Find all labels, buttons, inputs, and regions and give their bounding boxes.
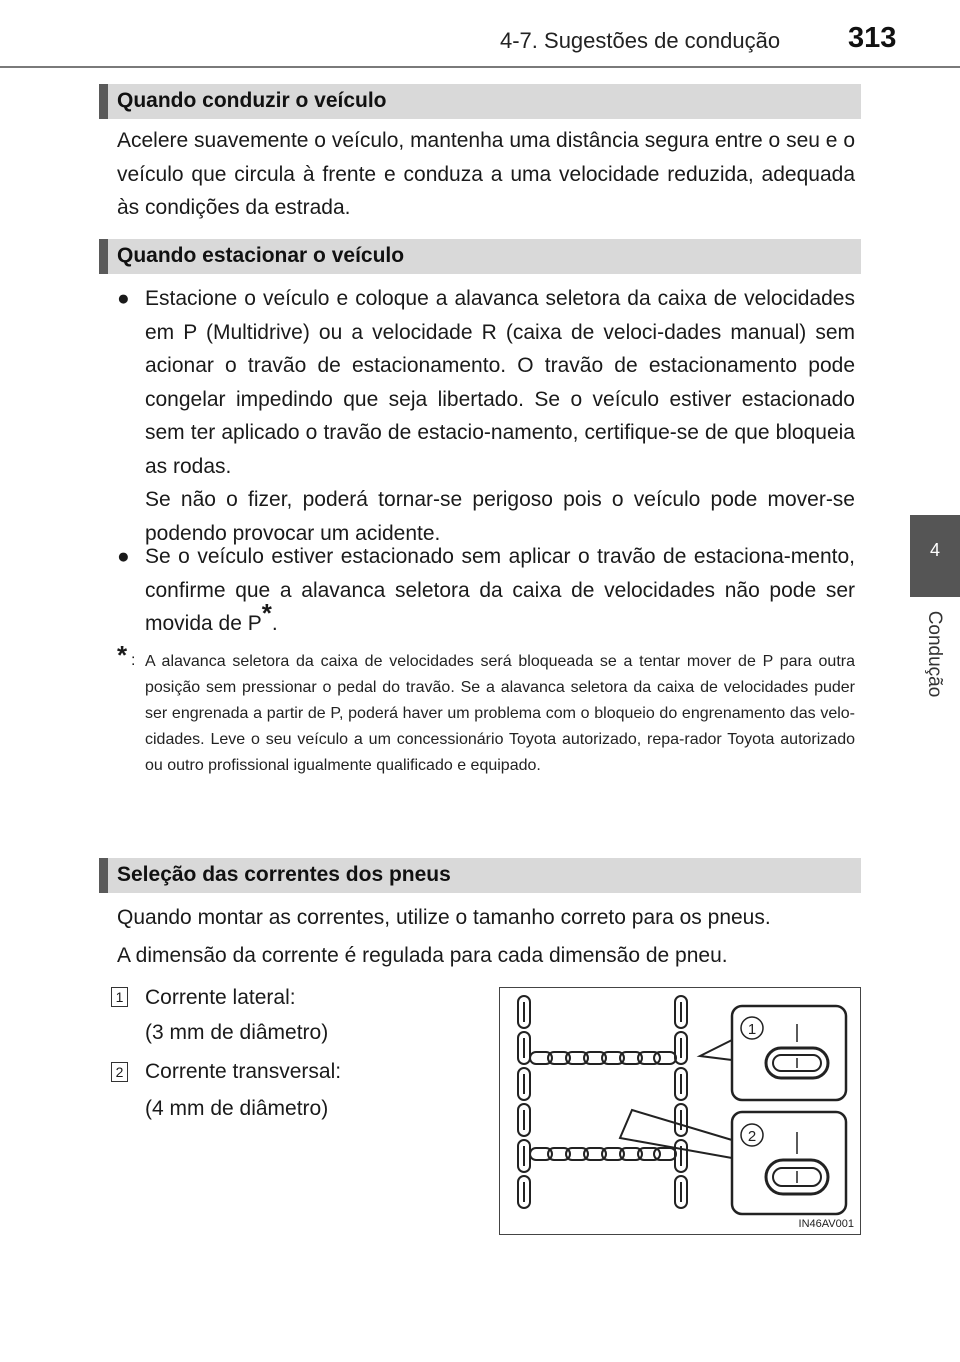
chains-paragraph-1: Quando montar as correntes, utilize o tamanho correto para os pneus. <box>117 906 771 929</box>
chapter-tab-number: 4 <box>929 540 940 560</box>
item-number-1: 1 <box>111 987 128 1007</box>
chapter-tab-label: Condução <box>924 610 945 698</box>
item-number-2: 2 <box>111 1062 128 1082</box>
section-heading-parking <box>99 239 861 274</box>
running-header-section: 4-7. Sugestões de condução <box>500 28 781 53</box>
bullet-text: Estacione o veículo e coloque a alavanca seletora da caixa de velocidades em P (Multidrive) ou a velocidade R (caixa de veloci-dades manual) sem acionar o travão de estacionamento. O travão de estacionamento pode congelar impedindo que seja libertado. Se o veículo estiver estacionado sem ter aplicado o travão de estacio-namento, certifique-se de que bloqueia as rodas. <box>145 287 855 478</box>
tire-chain-figure <box>499 987 861 1235</box>
callout-number-2: 2 <box>747 1128 757 1145</box>
bullet-icon: ● <box>117 545 130 568</box>
tire-chain-illustration <box>500 988 862 1236</box>
section-heading-text: Quando estacionar o veículo <box>117 244 405 267</box>
item-1-detail: (3 mm de diâmetro) <box>145 1021 329 1044</box>
callout-number-1: 1 <box>747 1021 757 1038</box>
item-2-detail: (4 mm de diâmetro) <box>145 1097 329 1120</box>
chains-paragraph-2: A dimensão da corrente é regulada para cada dimensão de pneu. <box>117 944 728 967</box>
header-divider <box>0 66 960 68</box>
bullet-text <box>145 540 855 641</box>
side-chain-right <box>675 996 687 1208</box>
bullet-continuation: Se não o fizer, poderá tornar-se perigoso pois o veículo pode mover-se podendo provocar um acidente. <box>145 488 855 545</box>
footnote-colon: : <box>131 652 136 669</box>
item-1-label: Corrente lateral: <box>145 986 296 1009</box>
item-2-label: Corrente transversal: <box>145 1060 342 1083</box>
figure-code: IN46AV001 <box>798 1218 854 1230</box>
bullet-icon: ● <box>117 287 130 310</box>
bullet-text-body: Se o veículo estiver estacionado sem aplicar o travão de estaciona-mento, confirme que a alavanca seletora da caixa de velocidades não pode ser movida de P <box>145 545 855 635</box>
page-number: 313 <box>848 22 897 54</box>
section-heading-driving <box>99 84 861 119</box>
section-heading-text: Seleção das correntes dos pneus <box>117 863 451 886</box>
section-heading-text: Quando conduzir o veículo <box>117 89 387 112</box>
footnote-reference: * <box>261 598 272 628</box>
cross-chain-bottom <box>530 1148 676 1160</box>
cross-chain-top <box>530 1052 676 1064</box>
footnote-text: A alavanca seletora da caixa de velocidades será bloqueada se a tentar mover de P para outra posição sem pressionar o pedal do travão. Se a alavanca seletora da caixa de velocidades puder ser engrenada a partir de P, poderá haver um problema com o bloqueio do engrenamento das velo-cidades. Leve o seu veículo a um concessionário Toyota autorizado, repa-rador Toyota autorizado ou outro profissional igualmente qualificado e equipado. <box>145 653 855 774</box>
driving-paragraph: Acelere suavemente o veículo, mantenha uma distância segura entre o seu e o veículo que circula à frente e conduza a uma velocidade reduzida, adequada às condições da estrada. <box>117 129 855 219</box>
side-chain-left <box>518 996 530 1208</box>
bullet-period: . <box>271 612 278 635</box>
footnote-mark: * <box>117 640 128 670</box>
section-heading-chains <box>99 858 861 893</box>
